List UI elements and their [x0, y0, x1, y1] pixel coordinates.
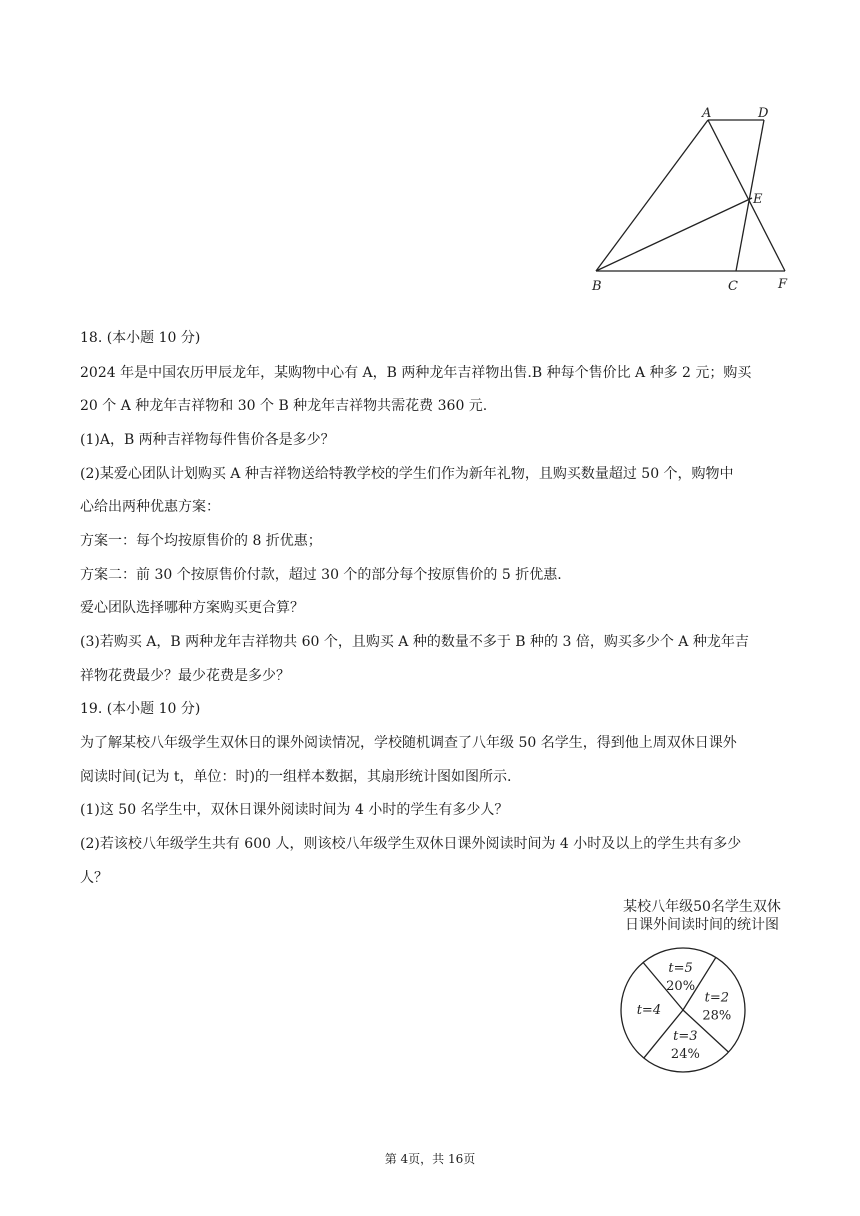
q18-line-10: 祥物花费最少？最少花费是多少？	[80, 668, 290, 684]
q19-header: 19. (本小题 10 分)	[80, 701, 201, 717]
pie-slice-label-0: t=5	[668, 960, 693, 976]
point-label-c: C	[728, 279, 738, 294]
pie-slice-percent-0: 20%	[666, 978, 696, 994]
q18-line-2: 20 个 A 种龙年吉祥物和 30 个 B 种龙年吉祥物共需花费 360 元.	[80, 398, 488, 414]
q18-header: 18. (本小题 10 分)	[80, 330, 201, 346]
pie-slice-percent-1: 28%	[702, 1008, 732, 1024]
pie-title-line-1: 某校八年级50名学生双休	[623, 899, 781, 915]
q18-line-1: 2024 年是中国农历甲辰龙年，某购物中心有 A，B 两种龙年吉祥物出售.B 种每个售价比 A 种多 2 元；购买	[80, 365, 752, 381]
q18-line-5: 心给出两种优惠方案：	[80, 499, 220, 515]
point-label-f: F	[778, 277, 788, 292]
q19-line-2: 阅读时间(记为 t，单位：时)的一组样本数据，其扇形统计图如图所示.	[80, 769, 512, 785]
page-footer: 第 4页，共 16页	[384, 1152, 476, 1166]
q18-line-4: (2)某爱心团队计划购买 A 种吉祥物送给特教学校的学生们作为新年礼物，且购买数量超过 50 个，购物中	[80, 466, 734, 482]
q18-line-9: (3)若购买 A，B 两种龙年吉祥物共 60 个，且购买 A 种的数量不多于 B 种的 3 倍，购买多少个 A 种龙年吉	[80, 634, 749, 650]
q19-line-3: (1)这 50 名学生中，双休日课外阅读时间为 4 小时的学生有多少人？	[80, 802, 509, 818]
point-label-b: B	[592, 279, 602, 294]
q18-line-6: 方案一：每个均按原售价的 8 折优惠；	[80, 533, 322, 549]
pie-slice-label-2: t=3	[673, 1029, 698, 1045]
q19-line-5: 人？	[80, 870, 108, 886]
q18-line-7: 方案二：前 30 个按原售价付款，超过 30 个的部分每个按原售价的 5 折优惠.	[80, 567, 562, 583]
pie-slice-label-3: t=4	[636, 1003, 662, 1019]
pie-slice-label-1: t=2	[704, 990, 729, 1006]
point-label-e: E	[753, 192, 763, 207]
q18-line-8: 爱心团队选择哪种方案购买更合算？	[80, 600, 304, 616]
q19-line-1: 为了解某校八年级学生双休日的课外阅读情况，学校随机调查了八年级 50 名学生，得到他上周双休日课外	[80, 735, 737, 751]
geometry-figure	[580, 100, 800, 300]
pie-chart	[612, 940, 762, 1080]
pie-slice-percent-2: 24%	[670, 1047, 700, 1063]
point-label-a: A	[702, 106, 712, 121]
q19-line-4: (2)若该校八年级学生共有 600 人，则该校八年级学生双休日课外阅读时间为 4 小时及以上的学生共有多少	[80, 836, 742, 852]
pie-title-line-2: 日课外间读时间的统计图	[625, 917, 779, 933]
point-label-d: D	[758, 106, 769, 121]
q18-line-3: (1)A，B 两种吉祥物每件售价各是多少？	[80, 432, 335, 448]
